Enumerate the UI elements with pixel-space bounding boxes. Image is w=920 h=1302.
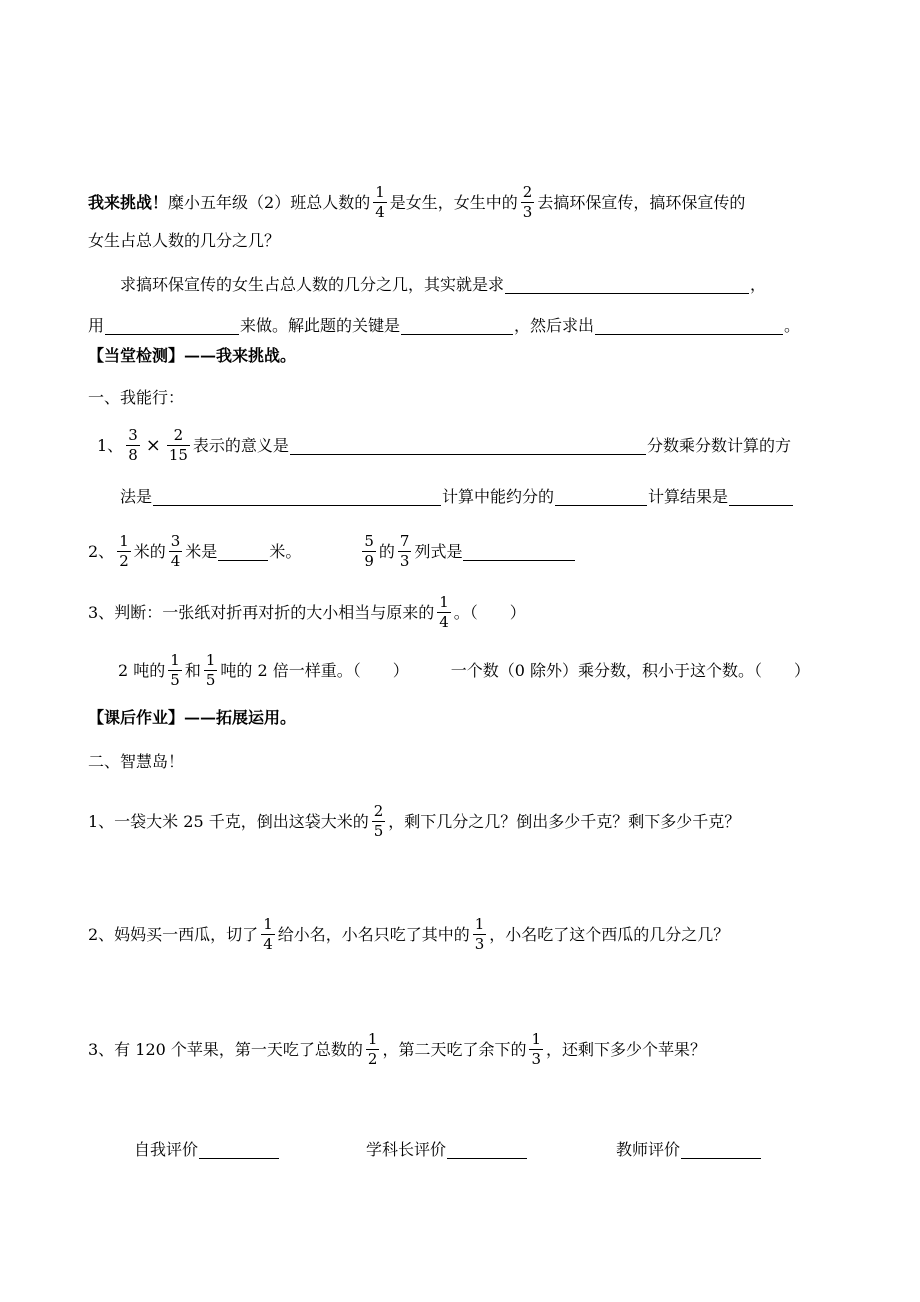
- fraction: $\frac{1}{5}$: [170, 651, 180, 689]
- fraction: $\frac{1}{4}$: [263, 915, 273, 953]
- challenge-text: 去搞环保宣传，搞环保宣传的: [537, 192, 746, 212]
- challenge-text: 糜小五年级（2）班总人数的: [168, 192, 371, 212]
- homework-subheading: 二、智慧岛！: [88, 752, 185, 771]
- answer-blank[interactable]: [401, 317, 513, 335]
- fraction: $\frac{1}{2}$: [367, 1030, 378, 1068]
- homework-problem-2: 2、妈妈买一西瓜，切了 $\frac{1}{4}$ 给小名，小名只吃了其中的 $\frac{1}{3}$ ，小名吃了这个西瓜的几分之几？: [88, 915, 730, 953]
- question-index: 3、: [88, 602, 115, 622]
- fraction: $\frac{3}{4}$: [170, 532, 181, 570]
- question-index: 1、: [97, 435, 124, 455]
- fraction: $\frac{2}{15}$: [168, 426, 188, 464]
- teacher-evaluation-blank[interactable]: [681, 1141, 761, 1159]
- question-3: 3、 判断：一张纸对折再对折的大小相当与原来的 $\frac{1}{4}$ 。（ ）: [88, 593, 526, 631]
- homework-problem-1: 1、一袋大米 25 千克，倒出这袋大米的 $\frac{2}{5}$ ，剩下几分之几？倒出多少千克？剩下多少千克？: [88, 802, 741, 840]
- answer-blank[interactable]: [729, 488, 793, 506]
- challenge-text: 用: [88, 316, 105, 335]
- challenge-text: ，然后求出: [514, 316, 595, 335]
- teacher-evaluation: 教师评价: [616, 1140, 762, 1160]
- challenge-text: 是女生，女生中的: [389, 192, 518, 212]
- answer-blank[interactable]: [105, 317, 239, 335]
- challenge-text: 女生占总人数的几分之几？: [88, 231, 281, 250]
- homework-problem-3: 3、有 120 个苹果，第一天吃了总数的 $\frac{1}{2}$ ，第二天吃了余下的 $\frac{1}{3}$ ，还剩下多少个苹果？: [88, 1030, 707, 1068]
- question-2: 2、 $\frac{1}{2}$ 米的 $\frac{3}{4}$ 米是 米。 $\frac{5}{9}$ 的 $\frac{7}{3}$ 列式是: [88, 532, 576, 571]
- self-evaluation-blank[interactable]: [199, 1141, 279, 1159]
- leader-evaluation: 学科长评价: [366, 1140, 528, 1160]
- answer-blank[interactable]: [218, 543, 268, 561]
- challenge-line-2: [88, 231, 280, 251]
- fraction: $\frac{1}{4}$: [439, 593, 449, 631]
- answer-blank[interactable]: [463, 543, 575, 561]
- check-heading: 【当堂检测】——我来挑战。: [88, 346, 297, 365]
- challenge-line-1: [88, 183, 745, 222]
- answer-blank[interactable]: [153, 488, 441, 506]
- question-1: 1、 $\frac{3}{8}$ × $\frac{2}{15}$ 表示的意义是 分数乘分数计算的方: [97, 426, 791, 464]
- question-3-line-2: 2 吨的 $\frac{1}{5}$ 和 $\frac{1}{5}$ 吨的 2 倍一样重。（ ） 一个数（0 除外）乘分数，积小于这个数。（ ）: [118, 651, 811, 689]
- fraction: $\frac{7}{3}$: [399, 532, 410, 570]
- challenge-text: 求搞环保宣传的女生占总人数的几分之几，其实就是求: [120, 275, 505, 294]
- homework-heading: 【课后作业】——拓展运用。: [88, 708, 297, 727]
- fraction: $\frac{1}{4}$: [375, 183, 385, 221]
- challenge-line-4: [88, 316, 800, 336]
- self-evaluation: 自我评价: [134, 1140, 280, 1160]
- answer-blank[interactable]: [555, 488, 647, 506]
- leader-evaluation-blank[interactable]: [447, 1141, 527, 1159]
- fraction: $\frac{5}{9}$: [364, 532, 374, 570]
- answer-blank[interactable]: [505, 276, 749, 294]
- challenge-label: 我来挑战！: [88, 192, 169, 212]
- fraction: $\frac{1}{5}$: [205, 651, 216, 689]
- multiply-sign: ×: [145, 434, 161, 456]
- challenge-text: ，: [750, 275, 767, 294]
- challenge-text: 。: [784, 316, 801, 335]
- fraction: $\frac{3}{8}$: [128, 426, 138, 464]
- fraction: $\frac{2}{5}$: [373, 802, 384, 840]
- answer-blank[interactable]: [595, 317, 783, 335]
- fraction: $\frac{1}{3}$: [531, 1030, 542, 1068]
- fraction: $\frac{1}{2}$: [119, 532, 129, 570]
- question-index: 2、: [88, 541, 115, 561]
- fraction: $\frac{2}{3}$: [522, 183, 533, 221]
- answer-blank[interactable]: [290, 437, 646, 455]
- challenge-line-3: [120, 275, 766, 295]
- fraction: $\frac{1}{3}$: [474, 915, 485, 953]
- check-subheading: 一、我能行：: [88, 388, 185, 407]
- challenge-text: 来做。解此题的关键是: [240, 316, 401, 335]
- question-1-line-2: 法是 计算中能约分的 计算结果是: [120, 487, 794, 507]
